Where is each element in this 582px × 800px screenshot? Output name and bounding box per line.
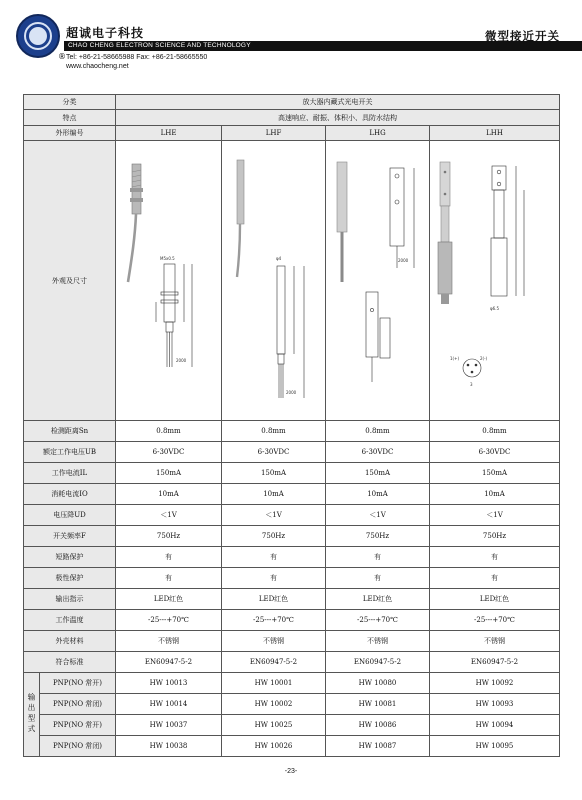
spec-value: EN60947-5-2 xyxy=(430,652,560,673)
output-code: HW 10092 xyxy=(430,673,560,694)
lhg-drawing-cell xyxy=(326,141,430,421)
spec-value: 有 xyxy=(430,547,560,568)
spec-value: 不锈钢 xyxy=(326,631,430,652)
lhh-pin-label-3: 3 xyxy=(470,381,473,387)
feature-value: 高速响应、耐振、体积小、具防水结构 xyxy=(116,110,560,126)
spec-label: 极性保护 xyxy=(24,568,116,589)
lhe-thread-label: M5x0.5 xyxy=(160,255,175,261)
lhe-line-drawing xyxy=(156,264,192,367)
spec-value: EN60947-5-2 xyxy=(116,652,222,673)
lhe-sensor-drawing xyxy=(118,142,220,420)
output-row xyxy=(24,694,560,715)
spec-value: 不锈钢 xyxy=(116,631,222,652)
lhg-sensor-drawing xyxy=(328,142,428,420)
category-label: 分类 xyxy=(24,95,116,110)
lhh-pin-label-1: 1(+) xyxy=(450,355,460,361)
spec-value: ＜1V xyxy=(222,505,326,526)
spec-value: 6-30VDC xyxy=(222,442,326,463)
spec-value: 150mA xyxy=(116,463,222,484)
spec-row xyxy=(24,526,560,547)
spec-row xyxy=(24,589,560,610)
spec-value: LED红色 xyxy=(116,589,222,610)
spec-row xyxy=(24,631,560,652)
contact-info xyxy=(66,53,207,71)
output-form-label: 输出型式 xyxy=(27,692,36,735)
model-lhf: LHF xyxy=(222,126,326,141)
spec-value: 750Hz xyxy=(430,526,560,547)
spec-row xyxy=(24,505,560,526)
output-row xyxy=(24,673,560,694)
spec-value: LED红色 xyxy=(222,589,326,610)
spec-value: 有 xyxy=(326,547,430,568)
spec-value: 6-30VDC xyxy=(430,442,560,463)
output-code: HW 10094 xyxy=(430,715,560,736)
website-link[interactable]: www.chaocheng.net xyxy=(66,63,129,70)
lhh-drawing-cell xyxy=(430,141,560,421)
spec-value: -25---+70℃ xyxy=(222,610,326,631)
appearance-row xyxy=(24,141,560,421)
output-code: HW 10093 xyxy=(430,694,560,715)
spec-row xyxy=(24,652,560,673)
output-row xyxy=(24,736,560,757)
output-code: HW 10095 xyxy=(430,736,560,757)
spec-label: 工作电流IL xyxy=(24,463,116,484)
spec-value: 150mA xyxy=(222,463,326,484)
contact-phone: Tel: +86-21-58665988 Fax: +86-21-58665550 xyxy=(66,54,208,61)
spec-value: 6-30VDC xyxy=(116,442,222,463)
spec-value: EN60947-5-2 xyxy=(222,652,326,673)
model-lhh: LHH xyxy=(430,126,560,141)
spec-value: 有 xyxy=(116,568,222,589)
spec-value: LED红色 xyxy=(326,589,430,610)
spec-value: 10mA xyxy=(116,484,222,505)
category-row xyxy=(24,95,560,110)
spec-value: 有 xyxy=(326,568,430,589)
spec-table xyxy=(23,94,560,757)
spec-value: 有 xyxy=(116,547,222,568)
company-name-en: CHAO CHENG ELECTRON SCIENCE AND TECHNOLOGY xyxy=(68,42,251,49)
feature-row xyxy=(24,110,560,126)
lhg-line-drawing-top xyxy=(390,168,414,268)
spec-value: 10mA xyxy=(222,484,326,505)
spec-value: 0.8mm xyxy=(326,421,430,442)
spec-label: 输出指示 xyxy=(24,589,116,610)
output-code: HW 10038 xyxy=(116,736,222,757)
lhg-line-drawing-bottom xyxy=(366,292,390,382)
lhh-dia-label: φ6.5 xyxy=(490,305,499,311)
spec-label: 电压降UD xyxy=(24,505,116,526)
lhh-pin-label-2: 2(-) xyxy=(480,355,488,361)
spec-row xyxy=(24,547,560,568)
spec-label: 检测距离Sn xyxy=(24,421,116,442)
spec-value: 750Hz xyxy=(326,526,430,547)
output-row xyxy=(24,715,560,736)
lhf-photo xyxy=(237,160,244,277)
output-code: HW 10086 xyxy=(326,715,430,736)
spec-value: LED红色 xyxy=(430,589,560,610)
spec-value: 10mA xyxy=(430,484,560,505)
page-number: -23- xyxy=(284,768,298,775)
spec-value: -25---+70℃ xyxy=(430,610,560,631)
output-label: PNP(NO 常闭) xyxy=(40,736,116,757)
spec-value: ＜1V xyxy=(116,505,222,526)
spec-value: 不锈钢 xyxy=(430,631,560,652)
output-code: HW 10025 xyxy=(222,715,326,736)
company-logo xyxy=(16,14,60,58)
output-code: HW 10013 xyxy=(116,673,222,694)
output-code: HW 10002 xyxy=(222,694,326,715)
spec-value: 0.8mm xyxy=(222,421,326,442)
lhe-photo xyxy=(128,164,143,282)
spec-value: ＜1V xyxy=(326,505,430,526)
spec-label: 外壳材料 xyxy=(24,631,116,652)
output-code: HW 10037 xyxy=(116,715,222,736)
spec-row xyxy=(24,421,560,442)
output-form-label-cell xyxy=(24,673,40,757)
lhh-line-drawing xyxy=(491,166,524,296)
spec-value: 0.8mm xyxy=(116,421,222,442)
lhf-sensor-drawing xyxy=(224,142,324,420)
lhg-photo xyxy=(337,162,347,282)
logo-mark-icon xyxy=(29,27,47,45)
registered-mark: ® xyxy=(58,52,66,61)
spec-row xyxy=(24,463,560,484)
lhf-dim-label: 2000 xyxy=(286,389,297,395)
page-title: 微型接近开关 xyxy=(485,29,560,43)
lhh-pin-diagram xyxy=(463,359,481,377)
lhe-drawing-cell xyxy=(116,141,222,421)
spec-label: 符合标准 xyxy=(24,652,116,673)
spec-value: ＜1V xyxy=(430,505,560,526)
spec-value: -25---+70℃ xyxy=(116,610,222,631)
appearance-label: 外观及尺寸 xyxy=(24,141,116,421)
output-code: HW 10014 xyxy=(116,694,222,715)
spec-value: 750Hz xyxy=(116,526,222,547)
spec-value: 有 xyxy=(222,568,326,589)
lhf-dia-label: φ4 xyxy=(276,255,282,261)
spec-value: 6-30VDC xyxy=(326,442,430,463)
spec-label: 开关频率F xyxy=(24,526,116,547)
lhf-drawing-cell xyxy=(222,141,326,421)
spec-value: 150mA xyxy=(430,463,560,484)
output-label: PNP(NO 常开) xyxy=(40,673,116,694)
output-code: HW 10080 xyxy=(326,673,430,694)
model-label: 外形编号 xyxy=(24,126,116,141)
lhf-line-drawing xyxy=(277,266,304,398)
spec-value: 有 xyxy=(222,547,326,568)
spec-row xyxy=(24,484,560,505)
output-label: PNP(NO 常开) xyxy=(40,715,116,736)
spec-row xyxy=(24,568,560,589)
spec-value: 750Hz xyxy=(222,526,326,547)
lhg-dim-label: 2000 xyxy=(398,257,409,263)
output-code: HW 10001 xyxy=(222,673,326,694)
model-row xyxy=(24,126,560,141)
spec-value: 0.8mm xyxy=(430,421,560,442)
page-header xyxy=(0,0,582,80)
spec-value: 150mA xyxy=(326,463,430,484)
spec-row xyxy=(24,610,560,631)
spec-label: 消耗电流IO xyxy=(24,484,116,505)
spec-value: EN60947-5-2 xyxy=(326,652,430,673)
spec-value: -25---+70℃ xyxy=(326,610,430,631)
feature-label: 特点 xyxy=(24,110,116,126)
company-name-cn: 超诚电子科技 xyxy=(66,26,145,40)
spec-label: 短路保护 xyxy=(24,547,116,568)
spec-row xyxy=(24,442,560,463)
spec-value: 不锈钢 xyxy=(222,631,326,652)
lhh-sensor-drawing xyxy=(432,142,558,420)
spec-label: 工作温度 xyxy=(24,610,116,631)
model-lhe: LHE xyxy=(116,126,222,141)
output-label: PNP(NO 常闭) xyxy=(40,694,116,715)
lhe-dim-label: 2000 xyxy=(176,357,187,363)
output-code: HW 10087 xyxy=(326,736,430,757)
spec-value: 有 xyxy=(430,568,560,589)
model-lhg: LHG xyxy=(326,126,430,141)
lhh-photo xyxy=(438,162,452,304)
spec-value: 10mA xyxy=(326,484,430,505)
category-value: 放大器内藏式光电开关 xyxy=(116,95,560,110)
output-code: HW 10026 xyxy=(222,736,326,757)
spec-label: 额定工作电压UB xyxy=(24,442,116,463)
output-code: HW 10081 xyxy=(326,694,430,715)
